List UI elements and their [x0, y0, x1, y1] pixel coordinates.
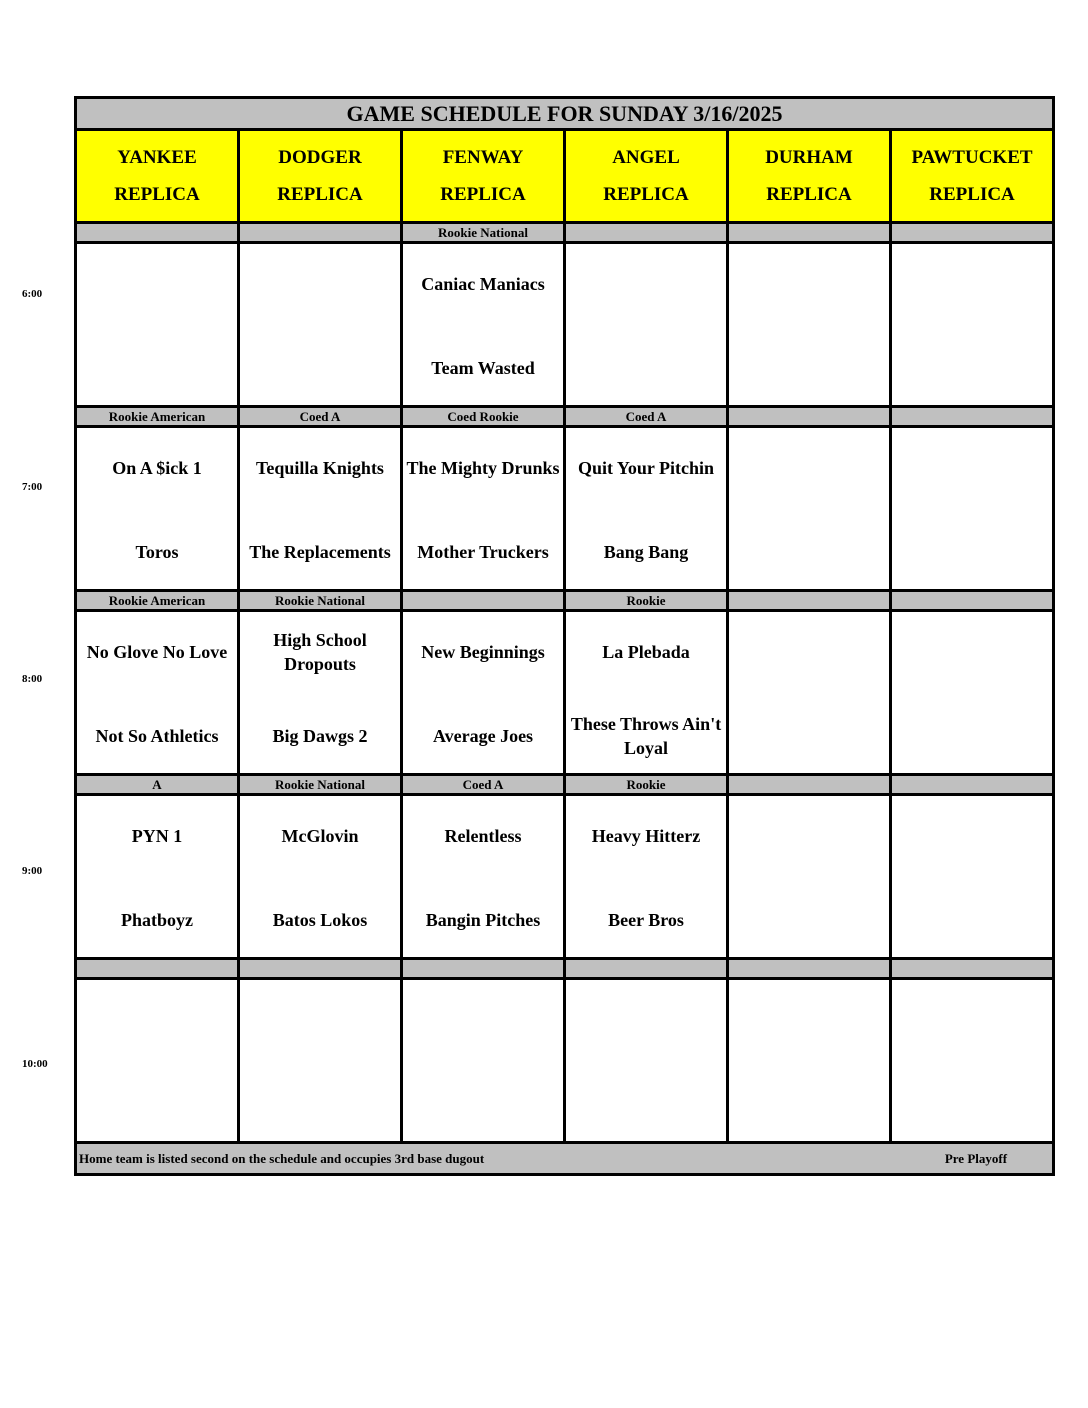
game-cell [402, 979, 565, 1143]
division-label: Rookie National [239, 775, 402, 795]
home-team: Bangin Pitches [425, 910, 541, 930]
division-label: Rookie [565, 591, 728, 611]
home-team: The Replacements [249, 542, 391, 562]
game-cell [76, 427, 239, 591]
time-label: 7:00 [22, 481, 43, 493]
division-label [728, 407, 891, 427]
division-row [76, 223, 1054, 243]
away-team [729, 994, 889, 1046]
field-name: DODGER [278, 147, 362, 168]
home-team [240, 342, 400, 394]
time-label: 6:00 [22, 288, 43, 300]
home-team [892, 342, 1052, 394]
division-label: A [76, 775, 239, 795]
away-team [729, 626, 889, 678]
game-cell [728, 427, 891, 591]
game-cell [565, 243, 728, 407]
footer-note: Home team is listed second on the schedule and occupies 3rd base dugout [79, 1150, 485, 1166]
division-label: Rookie American [76, 591, 239, 611]
home-team [77, 1078, 237, 1130]
schedule-title: GAME SCHEDULE FOR SUNDAY 3/16/2025 [76, 98, 1054, 130]
footer-row [76, 1143, 1054, 1175]
home-team: Team Wasted [431, 358, 535, 378]
away-team [240, 994, 400, 1046]
home-team: Toros [135, 542, 179, 562]
home-team [77, 342, 237, 394]
home-team [566, 342, 726, 394]
division-label: Rookie American [76, 407, 239, 427]
away-team [566, 994, 726, 1046]
home-team: Big Dawgs 2 [272, 726, 368, 746]
field-sub: REPLICA [929, 184, 1015, 205]
division-label [891, 591, 1054, 611]
home-team [729, 526, 889, 578]
home-team: Batos Lokos [272, 910, 368, 930]
footer-tag: Pre Playoff [944, 1150, 1008, 1166]
away-team [892, 994, 1052, 1046]
home-team [729, 710, 889, 762]
division-label: Rookie National [239, 591, 402, 611]
game-cell [565, 611, 728, 775]
field-sub: REPLICA [277, 184, 363, 205]
home-team [240, 1078, 400, 1130]
field-sub: REPLICA [114, 184, 200, 205]
away-team: Quit Your Pitchin [577, 458, 715, 478]
away-team [77, 258, 237, 310]
away-team: On A $ick 1 [112, 458, 202, 478]
division-row [76, 959, 1054, 979]
game-cell [76, 611, 239, 775]
home-team [729, 894, 889, 946]
home-team: Phatboyz [121, 910, 193, 930]
away-team [729, 810, 889, 862]
game-cell [402, 427, 565, 591]
game-row [76, 979, 1054, 1143]
field-header-row [76, 130, 1054, 223]
division-label [76, 223, 239, 243]
away-team: Heavy Hitterz [591, 826, 701, 846]
game-cell [76, 795, 239, 959]
home-team [892, 1078, 1052, 1130]
away-team [729, 258, 889, 310]
game-cell [728, 611, 891, 775]
game-cell [891, 979, 1054, 1143]
away-team: High School Dropouts [273, 630, 367, 674]
game-cell [891, 795, 1054, 959]
field-header-dodger [239, 130, 402, 223]
away-team [566, 258, 726, 310]
home-team [892, 894, 1052, 946]
division-label [76, 959, 239, 979]
division-label: Coed Rookie [402, 407, 565, 427]
home-team: These Throws Ain't Loyal [570, 714, 722, 758]
division-label [728, 959, 891, 979]
field-sub: REPLICA [440, 184, 526, 205]
away-team [892, 442, 1052, 494]
away-team: Tequilla Knights [256, 458, 384, 478]
game-cell [239, 611, 402, 775]
game-cell [728, 243, 891, 407]
time-label: 9:00 [22, 865, 43, 877]
home-team [403, 1078, 563, 1130]
home-team [892, 710, 1052, 762]
game-cell [891, 427, 1054, 591]
field-name: FENWAY [442, 147, 524, 168]
home-team: Bang Bang [603, 542, 689, 562]
away-team: PYN 1 [131, 826, 183, 846]
division-row [76, 407, 1054, 427]
game-cell [891, 611, 1054, 775]
away-team [77, 994, 237, 1046]
division-label: Rookie [565, 775, 728, 795]
division-label: Coed A [565, 407, 728, 427]
division-label [891, 407, 1054, 427]
field-name: PAWTUCKET [911, 147, 1033, 168]
away-team [240, 258, 400, 310]
home-team [892, 526, 1052, 578]
away-team [403, 994, 563, 1046]
field-header-fenway [402, 130, 565, 223]
game-row [76, 427, 1054, 591]
field-header-durham [728, 130, 891, 223]
division-label [402, 959, 565, 979]
away-team [729, 442, 889, 494]
game-cell [76, 243, 239, 407]
field-header-angel [565, 130, 728, 223]
game-cell [565, 979, 728, 1143]
division-row [76, 591, 1054, 611]
game-cell [402, 795, 565, 959]
away-team: No Glove No Love [86, 642, 228, 662]
field-sub: REPLICA [766, 184, 852, 205]
home-team: Beer Bros [608, 910, 684, 930]
game-cell [728, 795, 891, 959]
away-team [892, 626, 1052, 678]
division-label [565, 223, 728, 243]
home-team: Mother Truckers [417, 542, 549, 562]
game-cell [239, 795, 402, 959]
footer-cell [76, 1143, 1054, 1175]
division-row [76, 775, 1054, 795]
home-team [729, 342, 889, 394]
game-cell [891, 243, 1054, 407]
away-team: McGlovin [281, 826, 359, 846]
away-team: La Plebada [602, 642, 690, 662]
away-team: New Beginnings [421, 642, 545, 662]
home-team: Average Joes [432, 726, 534, 746]
game-cell [402, 611, 565, 775]
away-team [892, 258, 1052, 310]
division-label [891, 775, 1054, 795]
game-cell [402, 243, 565, 407]
field-name: ANGEL [612, 147, 680, 168]
game-cell [239, 243, 402, 407]
field-header-pawtucket [891, 130, 1054, 223]
away-team: The Mighty Drunks [406, 458, 560, 478]
home-team: Not So Athletics [95, 726, 219, 746]
game-cell [565, 427, 728, 591]
game-cell [565, 795, 728, 959]
title-row [76, 98, 1054, 130]
home-team [566, 1078, 726, 1130]
time-label: 10:00 [22, 1058, 48, 1070]
division-label [891, 223, 1054, 243]
time-label: 8:00 [22, 673, 43, 685]
game-cell [239, 427, 402, 591]
game-row [76, 243, 1054, 407]
division-label [239, 959, 402, 979]
game-row [76, 611, 1054, 775]
field-header-yankee [76, 130, 239, 223]
game-cell [239, 979, 402, 1143]
division-label [239, 223, 402, 243]
field-sub: REPLICA [603, 184, 689, 205]
division-label: Rookie National [402, 223, 565, 243]
division-label [402, 591, 565, 611]
game-cell [76, 979, 239, 1143]
schedule-table [74, 96, 1055, 1176]
division-label [891, 959, 1054, 979]
division-label [728, 591, 891, 611]
away-team [892, 810, 1052, 862]
field-name: YANKEE [117, 147, 197, 168]
away-team: Caniac Maniacs [421, 274, 545, 294]
division-label [728, 223, 891, 243]
away-team: Relentless [444, 826, 522, 846]
division-label [728, 775, 891, 795]
home-team [729, 1078, 889, 1130]
division-label: Coed A [239, 407, 402, 427]
field-name: DURHAM [765, 147, 853, 168]
game-row [76, 795, 1054, 959]
division-label: Coed A [402, 775, 565, 795]
game-cell [728, 979, 891, 1143]
division-label [565, 959, 728, 979]
